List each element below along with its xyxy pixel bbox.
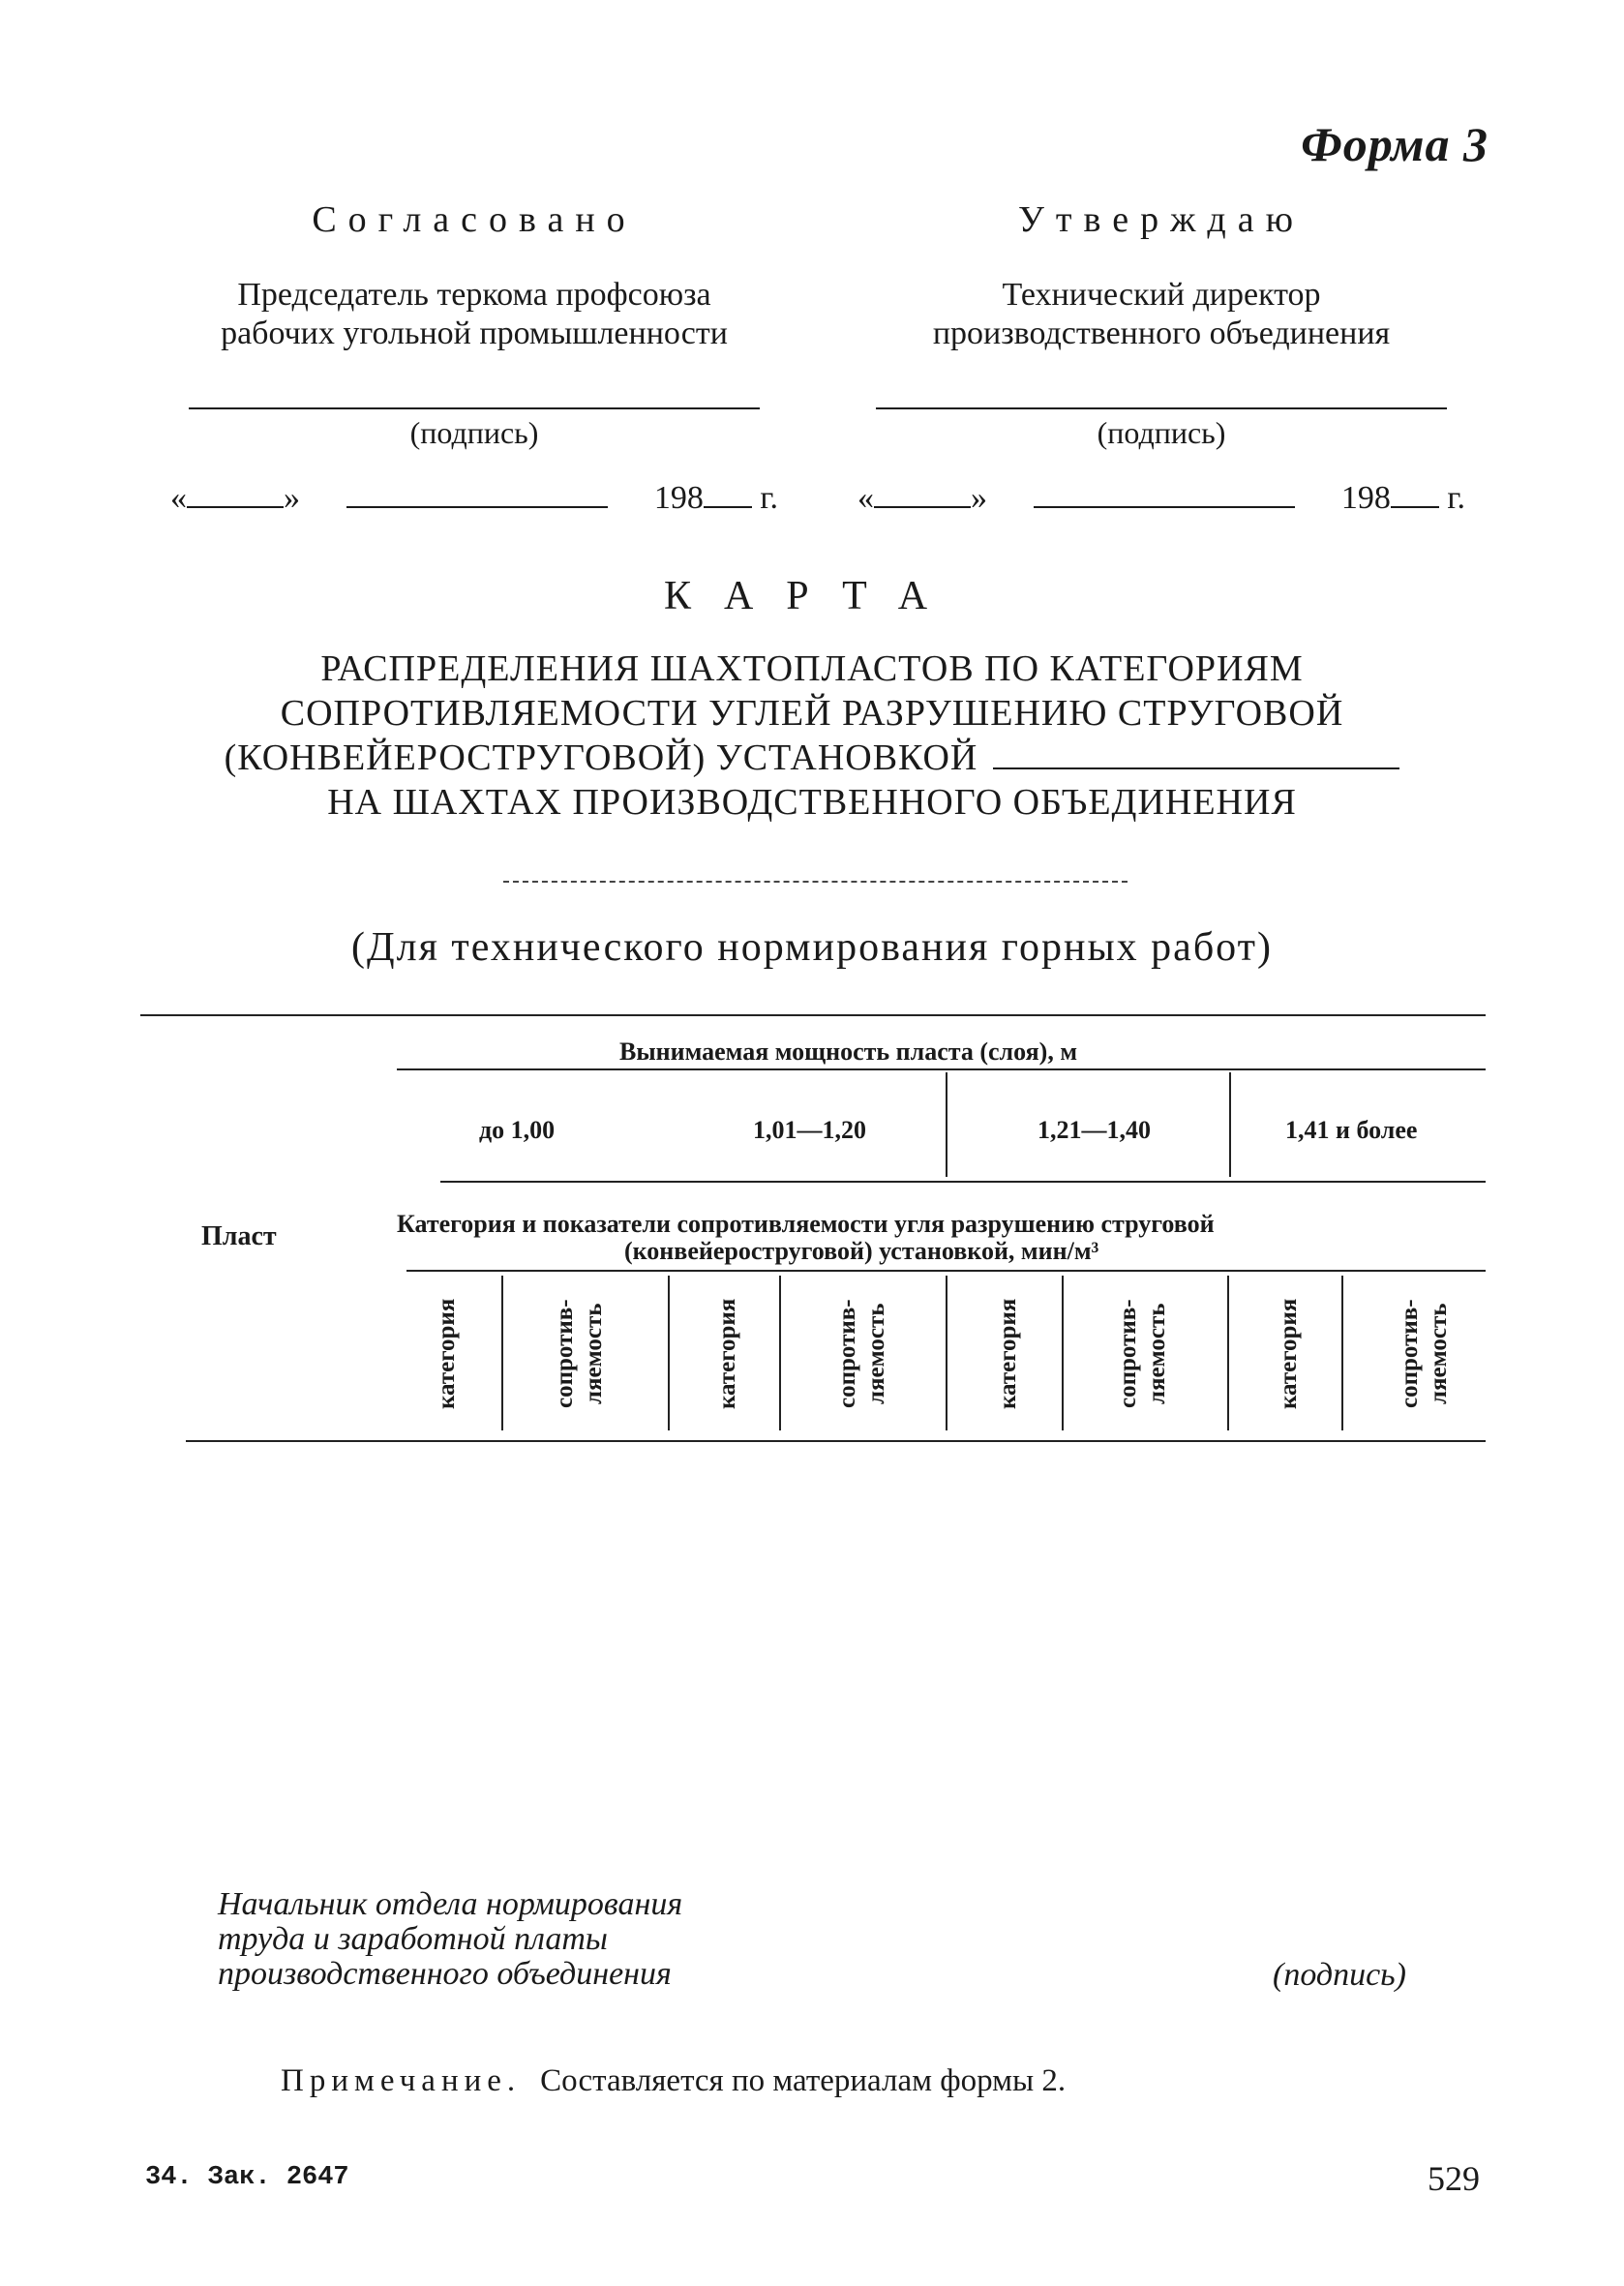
approve-day-blank[interactable] [874,481,971,508]
approve-heading: Утверждаю [1018,199,1305,240]
category-header-line1: Категория и показатели сопротивляемости угля разрушению струговой [397,1210,1215,1238]
sub-resistance-4a: сопротив- [1397,1299,1423,1409]
sub-divider-2 [668,1276,670,1430]
title-line-1: РАСПРЕДЕЛЕНИЯ ШАХТОПЛАСТОВ ПО КАТЕГОРИЯМ [320,648,1304,689]
document-subtitle: (Для технического нормирования горных работ) [351,925,1273,970]
approve-block [852,198,1471,517]
agreed-day-blank[interactable] [187,481,284,508]
approve-role-line2: производственного объединения [932,316,1391,351]
range-4: 1,41 и более [1285,1116,1418,1144]
sub-resistance-1b: ляемость [581,1303,607,1405]
sub-resistance-4b: ляемость [1426,1303,1452,1405]
category-header-line2: (конвейероструговой) установкой, мин/м³ [624,1237,1099,1265]
range-divider-3 [1229,1072,1231,1177]
title-line-2: СОПРОТИВЛЯЕМОСТИ УГЛЕЙ РАЗРУШЕНИЮ СТРУГОВОЙ [280,693,1344,734]
sub-resistance-1a: сопротив- [552,1299,578,1409]
table-top-rule [140,1014,1486,1016]
sub-category-1: категория [434,1298,460,1410]
agreed-block [165,198,784,517]
sub-resistance-3a: сопротив- [1115,1299,1141,1409]
approve-role-line1: Технический директор [1002,277,1321,313]
sub-category-4: категория [1276,1298,1302,1410]
chief-title [218,1887,682,1992]
agreed-day-field[interactable] [170,480,300,517]
category-header-rule [406,1270,1486,1272]
sub-divider-3 [779,1276,781,1430]
approve-year-suffix: г. [1447,480,1465,516]
approve-open-quote: « [857,480,874,516]
title-divider [503,881,1128,883]
title-line-3-wrap [0,736,1624,780]
approve-signature-line[interactable] [876,407,1447,409]
agreed-year-field[interactable] [654,480,778,517]
chief-signature-label: (подпись) [1273,1957,1406,1993]
agreed-date-line [165,480,784,517]
document-type: КАРТА [663,574,961,618]
agreed-role-line1: Председатель теркома профсоюза [237,277,711,313]
note [281,2063,1066,2099]
sub-resistance-3b: ляемость [1144,1303,1170,1405]
sub-divider-4 [946,1276,947,1430]
sub-resistance-2b: ляемость [863,1303,889,1405]
range-2: 1,01—1,20 [753,1116,866,1144]
approve-close-quote: » [971,480,987,516]
approve-year-blank[interactable] [1391,481,1439,508]
range-bottom-rule [440,1181,1486,1183]
agreed-month-blank[interactable] [346,481,608,508]
sub-category-3: категория [995,1298,1021,1410]
chief-line-1: Начальник отдела нормирования [218,1886,683,1922]
approve-year-field[interactable] [1341,480,1465,517]
chief-line-2: труда и заработной платы [218,1921,608,1957]
sub-divider-6 [1227,1276,1229,1430]
seam-label: Пласт [201,1221,277,1251]
agreed-close-quote: » [284,480,300,516]
thickness-header-rule [397,1068,1486,1070]
approve-signature-label: (подпись) [1097,415,1226,450]
installation-name-blank[interactable] [993,738,1399,769]
page-number: 529 [1428,2159,1480,2198]
agreed-year-prefix: 198 [653,480,704,516]
sub-resistance-2a: сопротив- [834,1299,860,1409]
range-1: до 1,00 [479,1116,556,1144]
form-number: Форма 3 [1301,117,1489,171]
range-3: 1,21—1,40 [1038,1116,1151,1144]
title-line-3: (КОНВЕЙЕРОСТРУГОВОЙ) УСТАНОВКОЙ [224,737,978,778]
agreed-year-blank[interactable] [704,481,752,508]
document-title [0,647,1624,825]
agreed-role-line2: рабочих угольной промышленности [221,316,728,351]
agreed-signature-label: (подпись) [409,415,539,450]
sub-category-2: категория [714,1298,740,1410]
approve-date-line [852,480,1471,517]
thickness-header: Вынимаемая мощность пласта (слоя), м [619,1038,1078,1066]
table-bottom-rule [186,1440,1486,1442]
agreed-heading: Согласовано [312,199,637,240]
note-label: Примечание. [281,2063,522,2098]
title-line-4: НА ШАХТАХ ПРОИЗВОДСТВЕННОГО ОБЪЕДИНЕНИЯ [327,782,1297,823]
agreed-signature-line[interactable] [189,407,760,409]
agreed-open-quote: « [170,480,187,516]
sub-divider-5 [1062,1276,1064,1430]
sub-divider-1 [501,1276,503,1430]
agreed-year-suffix: г. [760,480,778,516]
approve-day-field[interactable] [857,480,987,517]
note-text: Составляется по материалам формы 2. [540,2063,1067,2098]
agreed-role [165,276,784,353]
approve-role [852,276,1471,353]
approve-year-prefix: 198 [1340,480,1391,516]
print-order: 34. Зак. 2647 [145,2163,349,2192]
approve-month-blank[interactable] [1034,481,1295,508]
chief-line-3: производственного объединения [218,1956,672,1992]
range-divider-2 [946,1072,947,1177]
sub-divider-7 [1341,1276,1343,1430]
